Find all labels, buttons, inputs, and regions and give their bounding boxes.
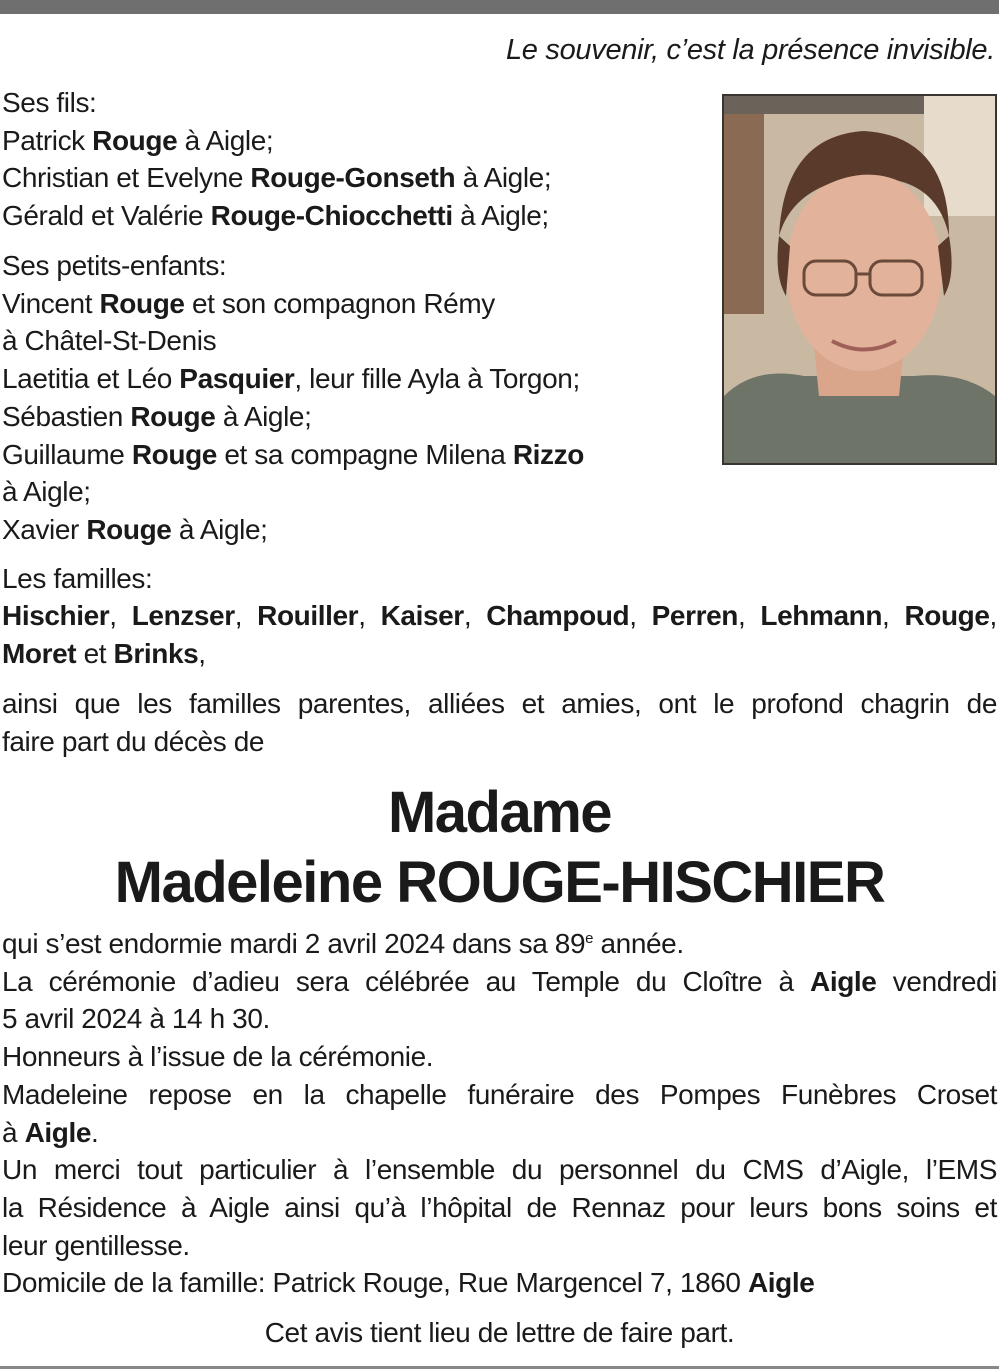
thanks-line: leur gentillesse. xyxy=(2,1229,190,1261)
family-name: Brinks xyxy=(113,637,199,669)
rests-line: Madeleine repose en la chapelle funéraire des Pompes Funèbres Croset xyxy=(2,1078,997,1110)
grandchild-line: Xavier Rouge à Aigle; xyxy=(2,513,268,545)
son-line: Christian et Evelyne Rouge-Gonseth à Aigle; xyxy=(2,162,552,194)
notice-line: Cet avis tient lieu de lettre de faire part. xyxy=(264,1317,735,1348)
sons-heading: Ses fils: xyxy=(2,87,97,118)
son-line: Gérald et Valérie Rouge-Chiocchetti à Aigle; xyxy=(2,200,549,232)
family-name: Lehmann xyxy=(760,600,883,631)
grandchild-line: Sébastien Rouge à Aigle; xyxy=(2,400,312,432)
deceased-name: Madeleine ROUGE-HISCHIER xyxy=(114,850,885,915)
family-name: Perren xyxy=(651,600,738,631)
motto-quote: Le souvenir, c’est la présence invisible. xyxy=(505,34,995,66)
thanks-line: Un merci tout particulier à l’ensemble du personnel du CMS d’Aigle, l’EMS xyxy=(2,1154,997,1186)
announcement-line: faire part du décès de xyxy=(2,725,265,757)
ceremony-line: 5 avril 2024 à 14 h 30. xyxy=(2,1003,270,1035)
grandchild-line: Laetitia et Léo Pasquier, leur fille Ayla à Torgon; xyxy=(2,363,580,395)
grandchild-line: à Châtel-St-Denis xyxy=(2,325,217,357)
passed-away-line: qui s’est endormie mardi 2 avril 2024 dans sa 89e année. xyxy=(2,928,684,959)
grandchild-line: Vincent Rouge et son compagnon Rémy xyxy=(2,287,495,319)
grandchild-line: à Aigle; xyxy=(2,476,91,508)
family-name: Lenzser xyxy=(131,600,235,631)
announcement xyxy=(2,685,997,760)
thanks-line: la Résidence à Aigle ainsi qu’à l’hôpital de Rennaz pour leurs bons soins et xyxy=(2,1191,997,1223)
grandchildren-heading: Ses petits-enfants: xyxy=(2,250,227,281)
rests-line: à Aigle. xyxy=(2,1116,99,1148)
family-name: Hischier xyxy=(2,600,110,631)
families-names-line: Moret et Brinks, xyxy=(2,637,206,669)
family-name: Moret xyxy=(2,637,77,669)
family-name: Rouge xyxy=(904,600,990,631)
family-name: Rouiller xyxy=(257,600,359,631)
ceremony-line: La cérémonie d’adieu sera célébrée au Temple du Cloître à Aigle vendredi xyxy=(2,965,997,997)
sons-section xyxy=(2,84,551,235)
families-heading: Les familles: xyxy=(2,563,153,594)
portrait-photo xyxy=(722,94,997,465)
bottom-rule xyxy=(0,1366,999,1369)
honours-line: Honneurs à l’issue de la cérémonie. xyxy=(2,1041,434,1073)
announcement-line: ainsi que les familles parentes, alliées et amies, ont le profond chagrin de xyxy=(2,688,997,719)
domicile-line: Domicile de la famille: Patrick Rouge, Rue Margencel 7, 1860 Aigle xyxy=(2,1267,815,1299)
grandchildren-section xyxy=(2,247,584,549)
deceased-title: Madame xyxy=(387,780,612,845)
details-section xyxy=(2,925,997,1302)
grandchild-line: Guillaume Rouge et sa compagne Milena Rizzo xyxy=(2,438,584,470)
family-name: Kaiser xyxy=(380,600,464,631)
son-line: Patrick Rouge à Aigle; xyxy=(2,124,274,156)
families-names-line: Hischier, Lenzser, Rouiller, Kaiser, Champoud, Perren, Lehmann, Rouge, xyxy=(2,600,997,631)
portrait-illustration xyxy=(724,96,995,463)
families-names xyxy=(2,597,997,672)
family-name: Champoud xyxy=(486,600,630,631)
top-rule xyxy=(0,0,999,14)
